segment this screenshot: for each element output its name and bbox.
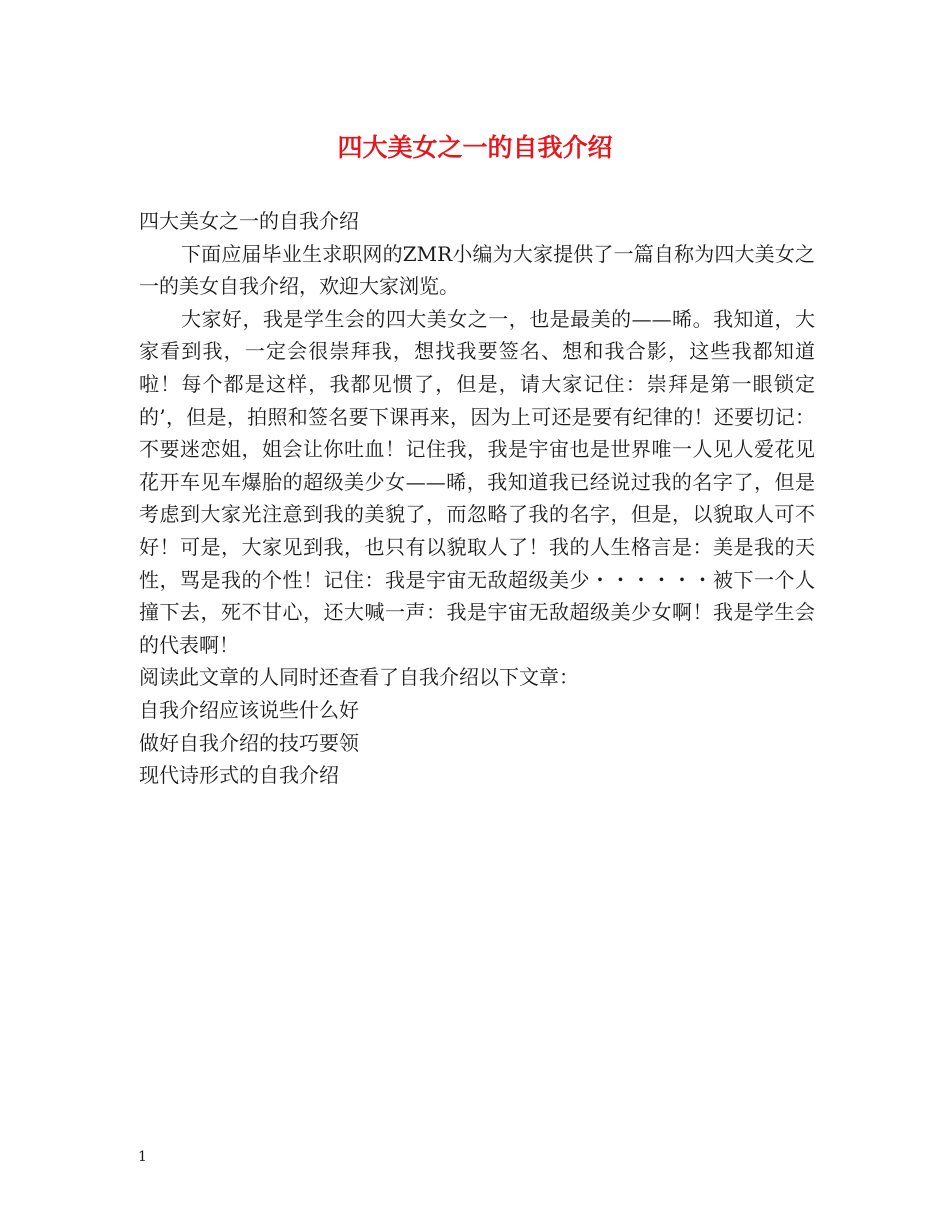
main-paragraph: 大家好，我是学生会的四大美女之一，也是最美的——晞。我知道，大家看到我，一定会很崇拜我，想找我要签名、想和我合影，这些我都知道啦！每个都是这样，我都见惯了，但是，请大家记住：崇拜是第一眼锁定的’，但是，拍照和签名要下课再来，因为上可还是要有纪律的！还要切记：不要迷恋姐，姐会让你吐血！记住我，我是宇宙也是世界唯一人见人爱花见花开车见车爆胎的超级美少女——晞，我知道我已经说过我的名字了，但是考虑到大家光注意到我的美貌了，而忽略了我的名字，但是，以貌取人可不好！可是，大家见到我，也只有以貌取人了！我的人生格言是：美是我的天性，骂是我的个性！记住：我是宇宙无敌超级美少・・・・・・被下一个人撞下去，死不甘心，还大喊一声：我是宇宙无敌超级美少女啊！我是学生会的代表啊！ <box>139 306 815 657</box>
related-article-link-1[interactable]: 自我介绍应该说些什么好 <box>139 697 359 722</box>
intro-paragraph: 下面应届毕业生求职网的ZMR小编为大家提供了一篇自称为四大美女之一的美女自我介绍，欢迎大家浏览。 <box>139 241 815 299</box>
page-number: 1 <box>138 1149 147 1165</box>
related-article-link-3[interactable]: 现代诗形式的自我介绍 <box>139 763 339 788</box>
related-article-link-2[interactable]: 做好自我介绍的技巧要领 <box>139 730 359 755</box>
document-title: 四大美女之一的自我介绍 <box>337 133 613 162</box>
document-body <box>139 205 815 792</box>
document-subtitle: 四大美女之一的自我介绍 <box>139 209 359 233</box>
related-articles-heading: 阅读此文章的人同时还查看了自我介绍以下文章： <box>139 665 579 690</box>
